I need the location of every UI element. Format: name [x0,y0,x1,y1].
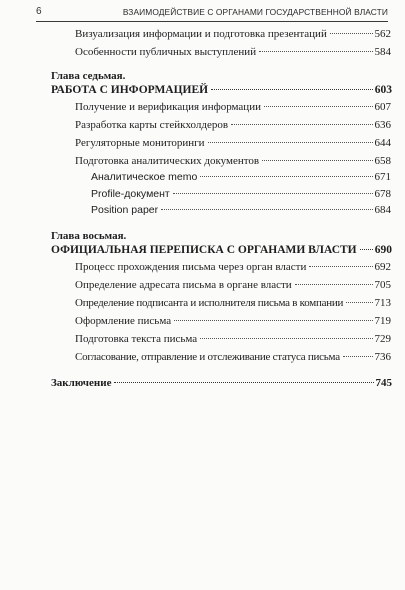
running-title: ВЗАИМОДЕЙСТВИЕ С ОРГАНАМИ ГОСУДАРСТВЕННОЙ ВЛАСТИ [122,7,388,17]
page-number: 6 [36,6,42,17]
chapter-title-row [51,243,392,257]
toc-subentry: Аналитическое memo 671 [91,171,391,183]
chapter-page: 690 [374,244,392,256]
conclusion-page: 745 [375,377,392,389]
toc-subentry: Profile-документ 678 [91,188,391,200]
header-rule [36,21,388,22]
toc-entry: Особенности публичных выступлений 584 [75,46,391,58]
toc-entry: Разработка карты стейкхолдеров 636 [75,119,391,131]
toc-entry: Оформление письма 719 [75,315,391,327]
running-header [36,6,388,22]
conclusion-title: Заключение [51,377,112,389]
toc-entry: Процесс прохождения письма через орган власти 692 [75,261,391,273]
toc-entry: Получение и верификация информации 607 [75,101,391,113]
chapter-label: Глава седьмая. [51,70,126,82]
conclusion-row [51,376,392,390]
chapter-title: ОФИЦИАЛЬНАЯ ПЕРЕПИСКА С ОРГАНАМИ ВЛАСТИ [51,244,357,256]
chapter-title: РАБОТА С ИНФОРМАЦИЕЙ [51,84,209,96]
toc-entry: Регуляторные мониторинги 644 [75,137,391,149]
toc-entry: Подготовка аналитических документов 658 [75,155,391,167]
chapter-page: 603 [374,84,392,96]
toc-entry: Определение подписанта и исполнителя письма в компании 713 [75,297,391,309]
toc-entry: Визуализация информации и подготовка презентаций 562 [75,28,391,40]
chapter-title-row [51,83,392,97]
toc-entry: Подготовка текста письма 729 [75,333,391,345]
toc-entry: Согласование, отправление и отслеживание статуса письма 736 [75,351,391,363]
toc-entry: Определение адресата письма в органе власти 705 [75,279,391,291]
chapter-label: Глава восьмая. [51,230,127,242]
toc-subentry: Position paper 684 [91,204,391,216]
